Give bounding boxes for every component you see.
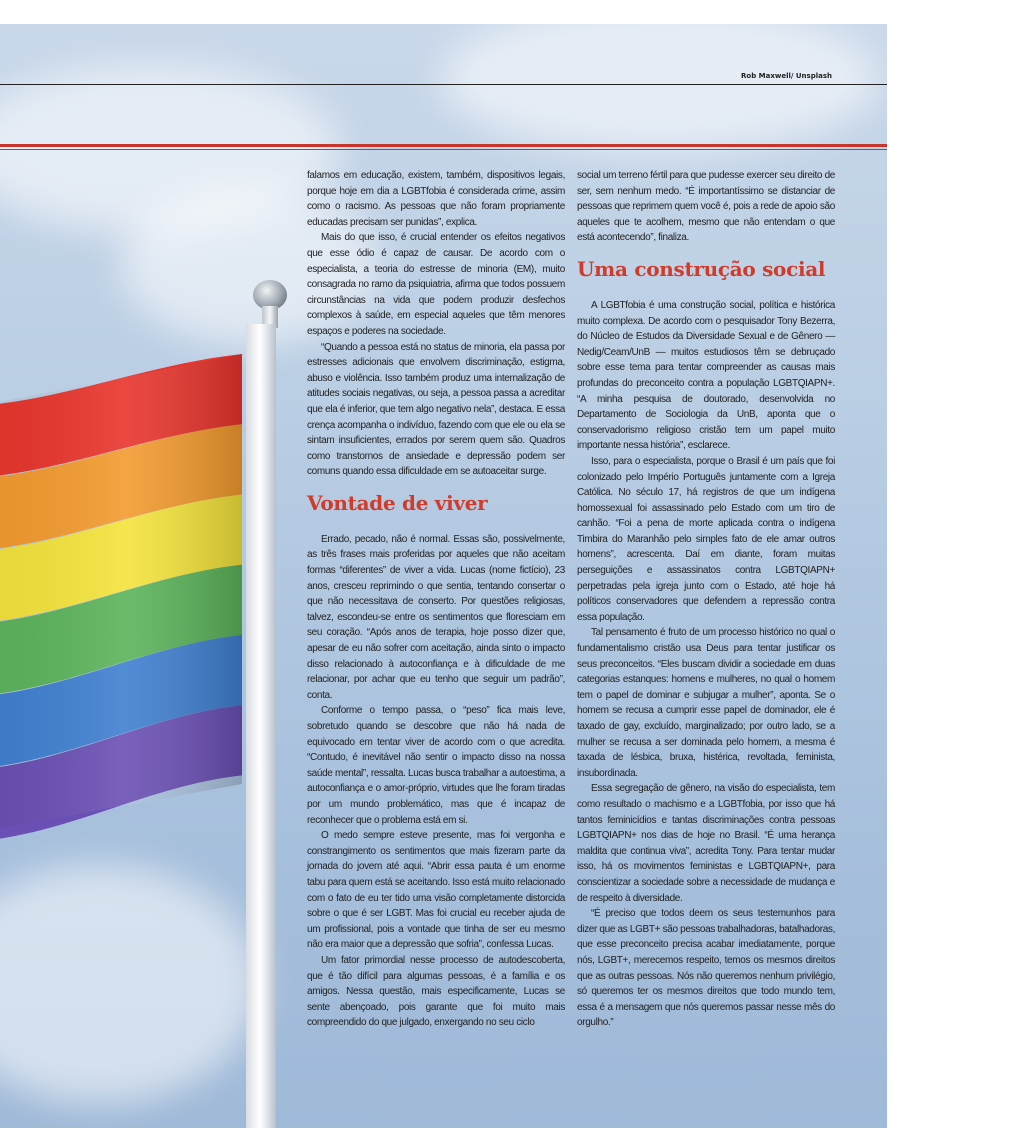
cloud (0, 864, 260, 1104)
paragraph: Mais do que isso, é crucial entender os efeitos negativos que esse ódio é capaz de causar. De acordo com o especialista, a teoria do estresse de minoria (EM), muito consagrada no ramo da psiquiatria, afirma que todos possuem circunstâncias na vida que podem produzir desfechos complexos à saúde, em especial aqueles que têm menores espaços e poderes na sociedade. (307, 232, 565, 337)
paragraph: “É preciso que todos deem os seus testemunhos para dizer que as LGBT+ são pessoas trabalhadoras, batalhadoras, que esse preconceito precisa acabar imediatamente, porque nós, LGBT+, merecemos respeito, temos os mesmos direitos que as outras pessoas. Nós não queremos nenhum privilégio, só queremos ter os mesmos direitos que todo mundo tem, essa é a mensagem que nós queremos passar nesse mês do orgulho.” (577, 908, 835, 1029)
paragraph: A LGBTfobia é uma construção social, política e histórica muito complexa. De acordo com o pesquisador Tony Bezerra, do Núcleo de Estudos da Diversidade Sexual e de Gênero — Nedig/Ceam/UnB — muitos estudiosos têm se debruçado sobre esse tema para tentar compreender as causas mais profundas do preconceito contra a população LGBTQIAPN+. “A minha pesquisa de doutorado, desenvolvida no Departamento de Sociologia da UnB, aponta que o conservadorismo religioso cristão tem um papel muito importante nessa história”, esclarece. (577, 299, 835, 452)
flagpole (246, 324, 276, 1128)
paragraph: Errado, pecado, não é normal. Essas são, possivelmente, as três frases mais proferidas por aqueles que não aceitam formas “diferentes” de viver a vida. Lucas (nome fictício), 23 anos, cresceu reprimindo o que sentia, tentando consertar o que não necessitava de conserto. Por questões religiosas, talvez, escondeu-se entre os sentimentos que floresciam em seu coração. “Após anos de terapia, hoje posso dizer que, apesar de eu não sofrer com aceitação, ainda sinto o impacto disso relacionado à autoconfiança e à dificuldade de me relacionar, por achar que eu tenho que seguir um padrão”, conta. (307, 533, 565, 701)
paragraph: “Quando a pessoa está no status de minoria, ela passa por estresses adicionais que envolvem discriminação, estigma, abuso e violência. Isso também produz uma internalização de atitudes sociais negativas, ou seja, a pessoa passa a acreditar que ela é inferior, que tem algo negativo nela”, destaca. E essa crença acompanha o indivíduo, fazendo com que ele ou ela se sintam insuficientes, errados por serem quem são. Quadros como transtornos de ansiedade e depressão podem ser comuns quando essa dificuldade em se autoaceitar surge. (307, 341, 565, 478)
paragraph: Um fator primordial nesse processo de autodescoberta, que é tão difícil para algumas pessoas, é a família e os amigos. Nessa questão, mais especificamente, Lucas se sente abençoado, pois garante que foi muito mais compreendido do que julgado, enxergando no seu ciclo (307, 954, 565, 1029)
top-rule (0, 84, 887, 85)
accent-rule-thin (0, 149, 887, 150)
paragraph: Essa segregação de gênero, na visão do especialista, tem como resultado o machismo e a LGBTfobia, por isso que há tantos feminicídios e tantas discriminações contra pessoas LGBTQIAPN+ nos dias de hoje no Brasil. “É uma herança maldita que continua viva”, acredita Tony. Para tentar mudar isso, há os movimentos feministas e LGBTQIAPN+, para conscientizar a sociedade sobre a necessidade de mudança e de respeito à diversidade. (577, 783, 835, 904)
accent-rule (0, 144, 887, 147)
paragraph: O medo sempre esteve presente, mas foi vergonha e constrangimento os sentimentos que mais fizeram parte da jornada do jovem até aqui. “Abrir essa pauta é um enorme tabu para quem está se aceitando. Isso está muito relacionado com o fato de eu ter tido uma visão completamente distorcida sobre o que é ser LGBT. Mas foi crucial eu receber ajuda de um profissional, pois a vontade que tinha de ser eu mesmo não era maior que a depressão que sofria”, confessa Lucas. (307, 830, 565, 951)
paragraph: Tal pensamento é fruto de um processo histórico no qual o fundamentalismo cristão usa Deus para tentar justificar os seus preconceitos. “Eles buscam dividir a sociedade em duas categorias estanques: homens e mulheres, no qual o homem tem o papel de dominar e subjugar a mulher”, aponta. Se o homem se recusa a cumprir esse papel de dominador, ele é taxado de gay, excluído, marginalizado; por outro lado, se a mulher se recusa a ser dominada pelo homem, a mesma é taxada de lésbica, bruxa, histérica, revoltada, feminista, insubordinada. (577, 627, 835, 779)
section-heading: Vontade de viver (307, 490, 488, 515)
photo-credit: Rob Maxwell/ Unsplash (741, 72, 832, 80)
paragraph: Conforme o tempo passa, o “peso” fica mais leve, sobretudo quando se descobre que não há nada de equivocado em tentar viver de acordo com o que acredita. “Contudo, é inevitável não sentir o impacto disso na nossa saúde mental”, ressalta. Lucas busca trabalhar a autoestima, a autoconfiança e o amor-próprio, virtudes que lhe foram tiradas por um mundo problemático, mas que é incapaz de reconhecer que o problema está em si. (307, 705, 565, 826)
paragraph: Isso, para o especialista, porque o Brasil é um país que foi colonizado pelo Império Português juntamente com a Igreja Católica. No século 17, há registros de que um indígena homossexual foi assassinado pelo Estado com um tiro de canhão. “Foi a pena de morte aplicada contra o indígena Timbira do Maranhão pelo simples fato de ele amar outros homens”, acrescenta. Daí em diante, foram muitas perseguições e assassinatos contra LGBTQIAPN+ perpetradas pela igreja junto com o Estado, até hoje há políticos conservadores que defendem a repressão contra essa população. (577, 455, 835, 623)
article-column-1 (307, 168, 565, 1031)
magazine-page (0, 24, 887, 1128)
paragraph: social um terreno fértil para que pudesse exercer seu direito de ser, sem nenhum medo. “É importantíssimo se distanciar de pessoas que reprimem quem você é, pois a rede de apoio são aqueles que te acolhem, mesmo que não entendam o que está acontecendo”, finaliza. (577, 170, 835, 244)
cloud (440, 24, 880, 154)
section-heading: Uma construção social (577, 256, 826, 281)
rainbow-flag (0, 354, 270, 854)
paragraph: falamos em educação, existem, também, dispositivos legais, porque hoje em dia a LGBTfobia é considerada crime, assim como o racismo. As pessoas que não foram propriamente educadas precisam ser punidas”, explica. (307, 170, 565, 228)
article-column-2 (577, 168, 835, 1031)
